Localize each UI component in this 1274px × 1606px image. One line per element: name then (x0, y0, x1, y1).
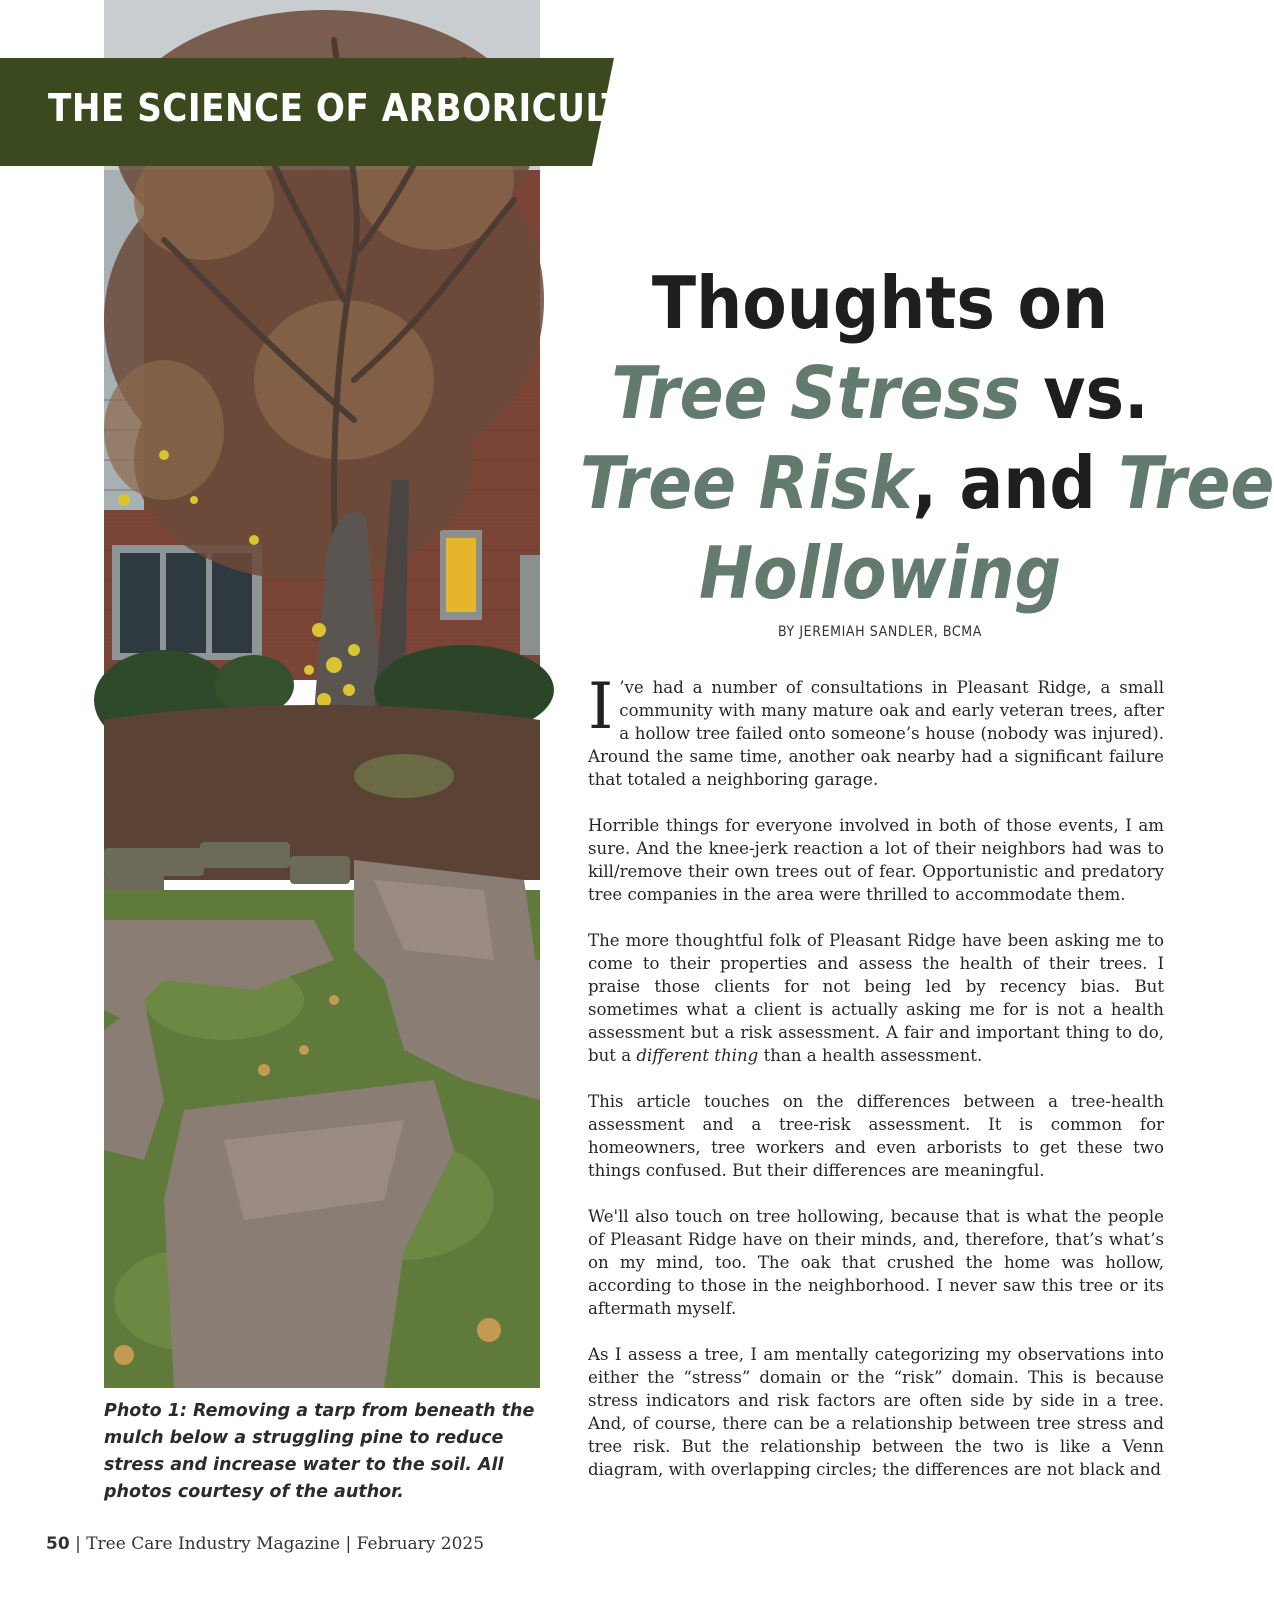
section-banner (0, 58, 705, 166)
footer-separator: | (69, 1534, 87, 1554)
footer-separator: | (340, 1534, 357, 1554)
paragraph-4: This article touches on the differences between a tree-health assessment and a tree-risk assessment. It is common for homeowners, tree workers and even arborists to get these two things confused. But their differences are meaningful. (588, 1092, 1164, 1180)
headline-accent: Tree Risk (580, 441, 913, 525)
page-footer (46, 1534, 484, 1554)
byline: BY JEREMIAH SANDLER, BCMA (778, 624, 982, 640)
headline-accent: Tree Stress (611, 351, 1021, 435)
headline-accent: Hollowing (698, 531, 1062, 615)
headline-accent: Tree (1118, 441, 1274, 525)
paragraph-5: We'll also touch on tree hollowing, because that is what the people of Pleasant Ridge have on their minds, and, therefore, that’s what’s on my mind, too. The oak that crushed the home was hollow, according to those in the neighborhood. I never saw this tree or its aftermath myself. (588, 1207, 1164, 1318)
paragraph-2: Horrible things for everyone involved in both of those events, I am sure. And the knee-jerk reaction a lot of their neighbors had was to kill/remove their own trees out of fear. Opportunistic and predatory tree companies in the area were thrilled to accommodate them. (588, 816, 1164, 904)
section-label: THE SCIENCE OF ARBORICULTURE (48, 86, 705, 130)
photo-caption: Photo 1: Removing a tarp from beneath the mulch below a struggling pine to reduce stress and increase water to the soil. All photos courtesy of the author. (104, 1401, 535, 1502)
paragraph-text: ’ve had a number of consultations in Pleasant Ridge, a small community with many mature oak and early veteran trees, after a hollow tree failed onto someone’s house (nobody was injured). Around the same time, another oak nearby had a significant failure that totaled a neighboring garage. (588, 678, 1164, 789)
issue-date: February 2025 (356, 1534, 485, 1554)
paragraph-6: As I assess a tree, I am mentally categorizing my observations into either the “stress” domain or the “risk” domain. This is because stress indicators and risk factors are often side by side in a tree. And, of course, there can be a relationship between tree stress and tree risk. But the relationship between the two is like a Venn diagram, with overlapping circles; the differences are not black and (588, 1345, 1164, 1479)
page-number: 50 (46, 1534, 70, 1554)
headline-line-1 (580, 258, 1180, 348)
tree-photo-illustration (104, 0, 540, 1388)
headline-line-2 (580, 348, 1180, 438)
paragraph-3 (588, 929, 1164, 1067)
headline-text: vs. (1020, 351, 1149, 435)
headline-line-4 (580, 528, 1180, 618)
article-headline (580, 258, 1274, 618)
drop-cap: I (588, 670, 614, 744)
paragraph-text: The more thoughtful folk of Pleasant Ridge have been asking me to come to their properties and assess the health of their trees. I praise those clients for not being led by recency bias. But sometimes what a client is actually asking me for is not a health assessment but a risk assessment. A fair and important thing to do, but a (588, 931, 1164, 1065)
paragraph-text: than a health assessment. (758, 1046, 983, 1065)
headline-text: Thoughts on (651, 261, 1109, 345)
emphasis: different thing (636, 1046, 759, 1065)
magazine-name: Tree Care Industry Magazine (86, 1534, 341, 1554)
headline-line-3 (580, 438, 1274, 528)
paragraph-1 (588, 670, 1164, 791)
article-photo (104, 0, 540, 1388)
headline-text: , and (912, 441, 1119, 525)
article-body (588, 670, 1164, 1504)
